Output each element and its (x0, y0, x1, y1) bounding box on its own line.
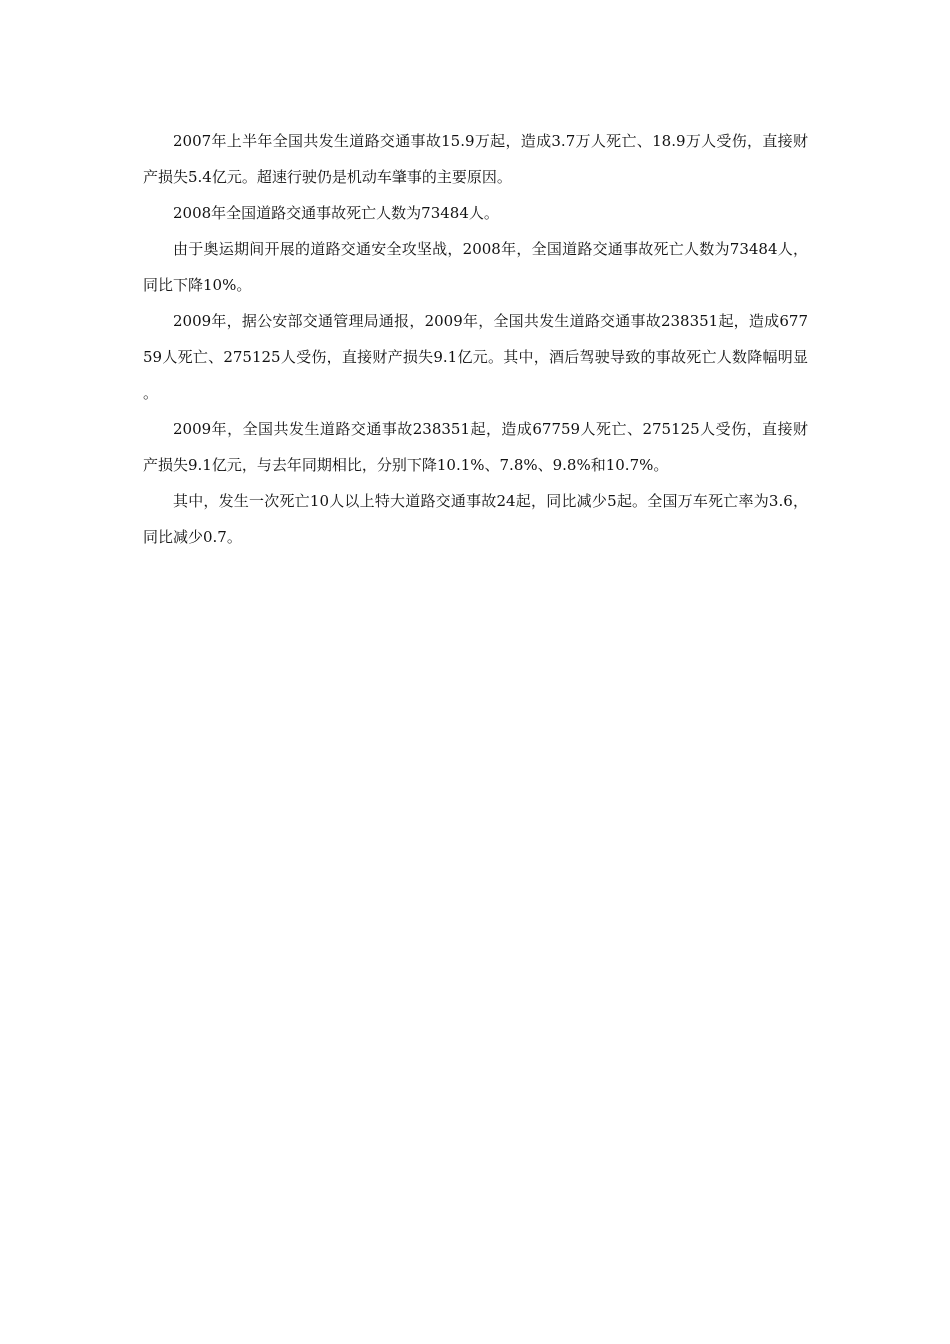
paragraph-2009-major-accidents: 其中，发生一次死亡10人以上特大道路交通事故24起，同比减少5起。全国万车死亡率为3.6，同比减少0.7。 (143, 492, 808, 546)
document-body (143, 123, 808, 555)
paragraph-2009-report: 2009年，据公安部交通管理局通报，2009年，全国共发生道路交通事故238351起，造成67759人死亡、275125人受伤，直接财产损失9.1亿元。其中，酒后驾驶导致的事故死亡人数降幅明显。 (143, 312, 808, 402)
paragraph-2008-deaths: 2008年全国道路交通事故死亡人数为73484人。 (173, 204, 499, 222)
paragraph-2009-comparison: 2009年，全国共发生道路交通事故238351起，造成67759人死亡、275125人受伤，直接财产损失9.1亿元，与去年同期相比，分别下降10.1%、7.8%、9.8%和10.7%。 (143, 420, 808, 474)
paragraph-2007-summary: 2007年上半年全国共发生道路交通事故15.9万起，造成3.7万人死亡、18.9万人受伤，直接财产损失5.4亿元。超速行驶仍是机动车肇事的主要原因。 (143, 132, 808, 186)
paragraph-2008-olympics: 由于奥运期间开展的道路交通安全攻坚战，2008年，全国道路交通事故死亡人数为73484人，同比下降10%。 (143, 240, 808, 294)
